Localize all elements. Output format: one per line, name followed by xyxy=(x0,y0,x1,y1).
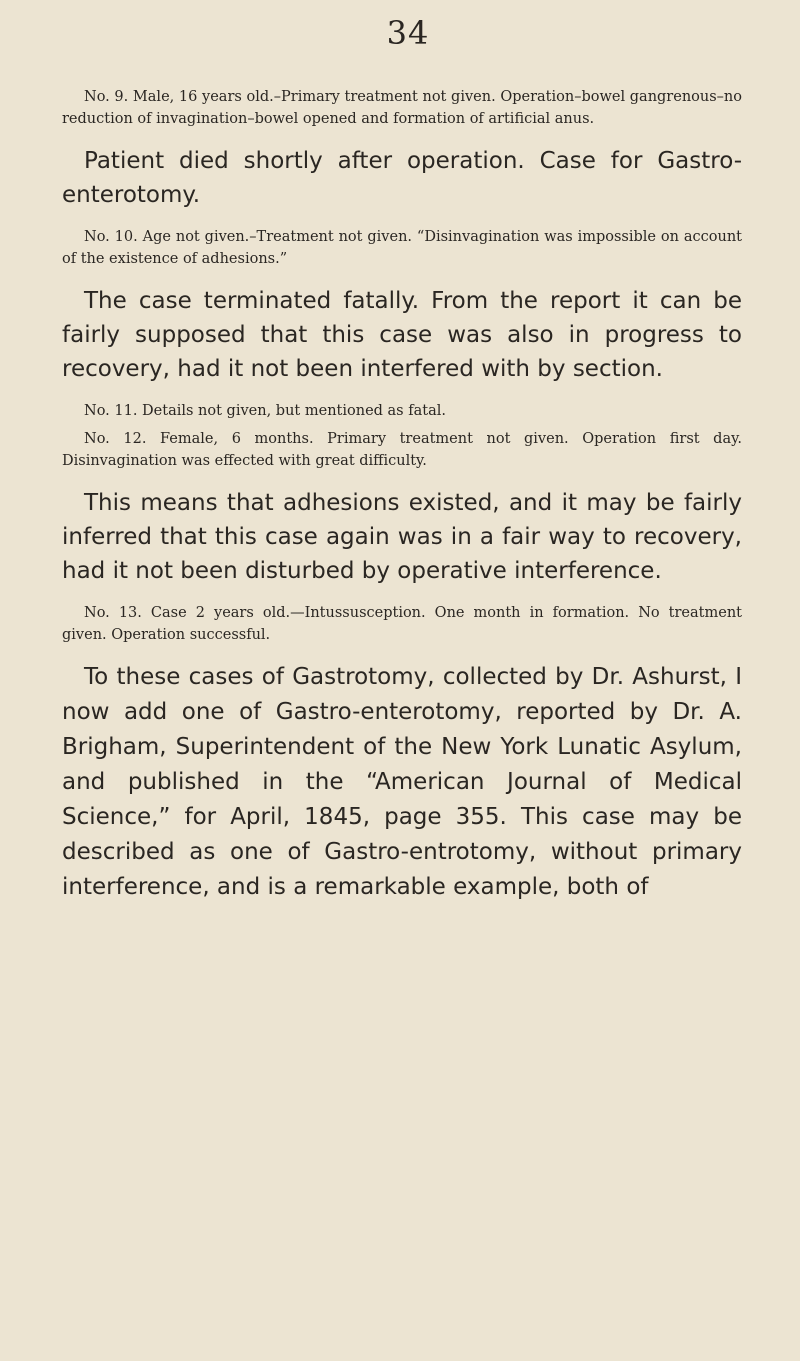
page-body xyxy=(62,86,742,919)
page-number: 34 xyxy=(386,14,430,52)
case-9-commentary: Patient died shortly after operation. Case for Gastro-enterotomy. xyxy=(62,148,742,208)
case-10-paragraph: No. 10. Age not given.–Treatment not given. “Disinvagination was impossible on account of the existence of adhesions.” xyxy=(62,229,742,267)
case-12-commentary: This means that adhesions existed, and it may be fairly inferred that this case again was in a fair way to recovery, had it not been disturbed by operative interference. xyxy=(62,490,742,584)
case-13-paragraph: No. 13. Case 2 years old.—Intussusception. One month in formation. No treatment given. Operation successful. xyxy=(62,605,742,643)
case-11-paragraph: No. 11. Details not given, but mentioned as fatal. xyxy=(84,403,446,419)
gastro-enterotomy-paragraph: To these cases of Gastrotomy, collected by Dr. Ashurst, I now add one of Gastro-enterotomy, reported by Dr. A. Brigham, Superintendent of the New York Lunatic Asylum, and published in the “American Journal of Medical Science,” for April, 1845, page 355. This case may be described as one of Gastro-entrotomy, without primary interference, and is a remarkable example, both of xyxy=(62,664,742,900)
case-10-commentary: The case terminated fatally. From the report it can be fairly supposed that this case was also in progress to recovery, had it not been interfered with by section. xyxy=(62,288,742,382)
case-9-paragraph: No. 9. Male, 16 years old.–Primary treatment not given. Operation–bowel gangrenous–no reduction of invagination–bowel opened and formation of artificial anus. xyxy=(62,89,742,127)
case-12-paragraph: No. 12. Female, 6 months. Primary treatment not given. Operation first day. Disinvagination was effected with great difficulty. xyxy=(62,431,742,469)
